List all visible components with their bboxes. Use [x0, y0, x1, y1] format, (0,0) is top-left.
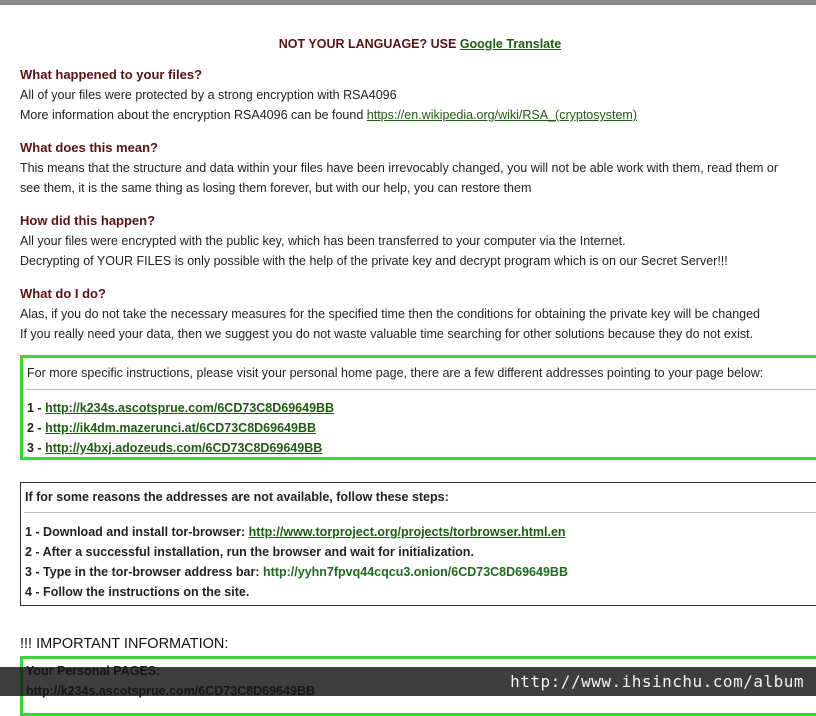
- important-heading: !!! IMPORTANT INFORMATION:: [20, 636, 229, 652]
- section-3-line-2: Decrypting of YOUR FILES is only possible with the help of the private key and decrypt program which is on our Secret Server!!!: [20, 254, 728, 268]
- section-1-line-1: All of your files were protected by a strong encryption with RSA4096: [20, 88, 397, 102]
- watermark-bar: [0, 667, 816, 696]
- section-2-line-2: see them, it is the same thing as losing them forever, but with our help, you can restore them: [20, 181, 532, 195]
- top-border: [0, 0, 816, 5]
- instructions-intro: For more specific instructions, please visit your personal home page, there are a few different addresses pointing to your page below:: [27, 366, 764, 380]
- heading-what-does-this-mean: What does this mean?: [20, 140, 158, 155]
- google-translate-link[interactable]: Google Translate: [459, 37, 562, 51]
- section-1-line-2: [20, 105, 637, 125]
- onion-address-link[interactable]: http://yyhn7fpvq44cqcu3.onion/6CD73C8D69649BB: [263, 565, 568, 579]
- section-4-line-1: Alas, if you do not take the necessary measures for the specified time then the conditions for obtaining the private key will be changed: [20, 307, 761, 321]
- address-row-3: [27, 441, 322, 455]
- address-row-2: [27, 421, 316, 435]
- step-3-text: 3 - Type in the tor-browser address bar:: [25, 565, 260, 579]
- fallback-divider: [24, 512, 816, 513]
- section-3-line-1: All your files were encrypted with the public key, which has been transferred to your computer via the Internet.: [20, 234, 626, 248]
- heading-what-happened: What happened to your files?: [20, 67, 203, 82]
- address-row-1: [27, 401, 334, 415]
- instructions-box: [20, 355, 816, 460]
- watermark-text: http://www.ihsinchu.com/album: [510, 672, 804, 691]
- heading-how-did-this-happen: How did this happen?: [20, 213, 156, 228]
- address-1-link[interactable]: http://k234s.ascotsprue.com/6CD73C8D69649BB: [45, 401, 335, 415]
- fallback-steps-box: [20, 482, 816, 606]
- address-1-number: 1 -: [27, 401, 42, 415]
- heading-what-do-i-do: What do I do?: [20, 286, 106, 301]
- step-4: 4 - Follow the instructions on the site.: [25, 585, 250, 599]
- address-3-link[interactable]: http://y4bxj.adozeuds.com/6CD73C8D69649BB: [45, 441, 323, 455]
- address-2-number: 2 -: [27, 421, 42, 435]
- fallback-title: If for some reasons the addresses are not available, follow these steps:: [25, 490, 449, 504]
- step-2: 2 - After a successful installation, run the browser and wait for initialization.: [25, 545, 474, 559]
- address-2-link[interactable]: http://ik4dm.mazerunci.at/6CD73C8D69649BB: [45, 421, 317, 435]
- address-3-number: 3 -: [27, 441, 42, 455]
- step-3: [25, 565, 568, 579]
- section-4-line-2: If you really need your data, then we suggest you do not waste valuable time searching for other solutions because they do not exist.: [20, 327, 754, 341]
- language-notice: [20, 37, 816, 51]
- wikipedia-rsa-link[interactable]: https://en.wikipedia.org/wiki/RSA_(cryptosystem): [366, 108, 637, 122]
- torproject-link[interactable]: http://www.torproject.org/projects/torbrowser.html.en: [248, 525, 566, 539]
- step-1-text: 1 - Download and install tor-browser:: [25, 525, 246, 539]
- section-2-line-1: This means that the structure and data within your files have been irrevocably changed, you will not be able work with them, read them or: [20, 161, 779, 175]
- instructions-divider: [26, 389, 816, 390]
- section-1-line-2-text: More information about the encryption RSA4096 can be found: [20, 108, 364, 122]
- step-1: [25, 525, 566, 539]
- language-notice-text: NOT YOUR LANGUAGE? USE: [278, 37, 457, 51]
